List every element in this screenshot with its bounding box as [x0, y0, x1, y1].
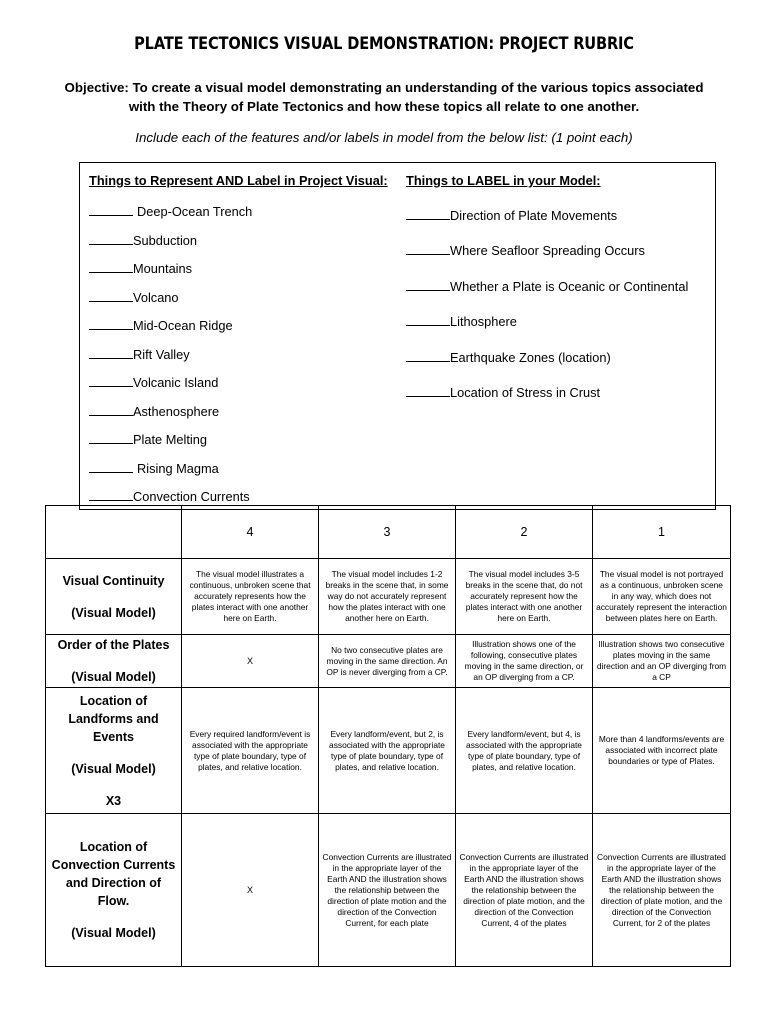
criterion-cell: [46, 688, 182, 814]
score-blank[interactable]: [89, 289, 133, 302]
score-blank[interactable]: [89, 403, 133, 416]
rubric-cell: Convection Currents are illustrated in the appropriate layer of the Earth AND the illustration shows the relationship between the direction of plate motion, and the direction of the Convection Current, for 2 of the plates: [593, 814, 731, 967]
score-header-2: 2: [456, 506, 593, 559]
criterion-title: Order of the Plates: [57, 638, 170, 652]
instruction-text: Include each of the features and/or labels in model from the below list: (1 point each): [135, 130, 633, 145]
score-blank[interactable]: [406, 278, 450, 291]
criterion-cell: [46, 814, 182, 967]
rubric-cell: Illustration shows one of the following, consecutive plates moving in the same direction, or an OP diverging from a CP.: [456, 635, 593, 688]
objective-text: Objective: To create a visual model demonstrating an understanding of the various topics associated with the Theory of Plate Tectonics and how these topics all relate to one another.: [64, 80, 704, 114]
score-blank[interactable]: [89, 431, 133, 444]
rubric-cell: The visual model includes 3-5 breaks in the scene that, do not accurately represent how the plates interact with one another here on Earth.: [456, 559, 593, 635]
score-header-3: 3: [319, 506, 456, 559]
score-blank[interactable]: [406, 384, 450, 397]
checklist-item: Asthenosphere: [89, 403, 219, 419]
rubric-cell: Every landform/event, but 4, is associated with the appropriate type of plate boundary, type of plates, and relative location.: [456, 688, 593, 814]
checklist-item: Lithosphere: [406, 313, 517, 329]
score-header-4: 4: [182, 506, 319, 559]
rubric-cell: X: [182, 814, 319, 967]
rubric-row-landforms: [46, 688, 731, 814]
rubric-cell: The visual model is not portrayed as a continuous, unbroken scene in any way, which does not accurately represent the interaction between plates here on Earth.: [593, 559, 731, 635]
rubric-row-order-of-plates: [46, 635, 731, 688]
criterion-title: Location of Convection Currents and Direction of Flow.: [51, 840, 176, 908]
rubric-cell: The visual model illustrates a continuous, unbroken scene that accurately represents how the plates interact with one another here on Earth.: [182, 559, 319, 635]
criterion-subtitle: (Visual Model): [71, 761, 156, 776]
criterion-title: Visual Continuity: [62, 573, 165, 588]
rubric-cell: No two consecutive plates are moving in the same direction. An OP is never diverging from a CP.: [319, 635, 456, 688]
checklist-item: Rift Valley: [89, 346, 190, 362]
criterion-cell: [46, 559, 182, 635]
rubric-cell: Illustration shows two consecutive plates moving in the same direction and an OP diverging from a CP: [593, 635, 731, 688]
checklist-item: Whether a Plate is Oceanic or Continental: [406, 278, 688, 294]
score-blank[interactable]: [89, 317, 133, 330]
score-blank[interactable]: [89, 203, 133, 216]
rubric-cell: More than 4 landforms/events are associated with incorrect plate boundaries or type of Plates.: [593, 688, 731, 814]
score-blank[interactable]: [406, 207, 450, 220]
criterion-subtitle: (Visual Model): [71, 926, 156, 940]
criterion-multiplier: X3: [105, 793, 122, 808]
checklist-item: Location of Stress in Crust: [406, 384, 600, 400]
score-header-row: [46, 506, 731, 559]
page-title: PLATE TECTONICS VISUAL DEMONSTRATION: PROJECT RUBRIC: [134, 34, 634, 54]
checklist-item: Rising Magma: [89, 460, 219, 476]
checklist-item: Mountains: [89, 260, 192, 276]
rubric-table: [45, 505, 731, 967]
score-blank[interactable]: [89, 232, 133, 245]
checklist-item: Volcano: [89, 289, 179, 305]
rubric-row-convection: [46, 814, 731, 967]
criterion-subtitle: (Visual Model): [71, 670, 156, 684]
header-blank-cell: [46, 506, 182, 559]
rubric-cell: Every required landform/event is associated with the appropriate type of plate boundary, type of plates, and relative location.: [182, 688, 319, 814]
represent-and-label-column: [89, 173, 388, 504]
criterion-title: Location of Landforms and Events: [68, 693, 159, 744]
label-only-column: [406, 173, 689, 400]
checklist-item: Direction of Plate Movements: [406, 207, 617, 223]
rubric-cell: Convection Currents are illustrated in the appropriate layer of the Earth AND the illustration shows the relationship between the direction of plate motion, and the direction of the Convection Current, 4 of the plates: [456, 814, 593, 967]
features-checklist-box: [79, 162, 716, 510]
score-blank[interactable]: [89, 260, 133, 273]
score-blank[interactable]: [406, 313, 450, 326]
rubric-cell: Every landform/event, but 2, is associated with the appropriate type of plate boundary, type of plates, and relative location.: [319, 688, 456, 814]
score-header-1: 1: [593, 506, 731, 559]
checklist-item: Earthquake Zones (location): [406, 349, 611, 365]
represent-and-label-heading: Things to Represent AND Label in Project Visual:: [89, 173, 388, 188]
checklist-item: Where Seafloor Spreading Occurs: [406, 242, 645, 258]
checklist-item: Plate Melting: [89, 431, 207, 447]
score-blank[interactable]: [89, 460, 133, 473]
score-blank[interactable]: [89, 346, 133, 359]
score-blank[interactable]: [406, 349, 450, 362]
score-blank[interactable]: [89, 374, 133, 387]
rubric-cell: The visual model includes 1-2 breaks in the scene that, in some way do not accurately represent how the plates interact with one another here on Earth.: [319, 559, 456, 635]
checklist-item: Mid-Ocean Ridge: [89, 317, 233, 333]
checklist-item: Convection Currents: [89, 488, 250, 504]
rubric-row-visual-continuity: [46, 559, 731, 635]
checklist-item: Deep-Ocean Trench: [89, 203, 252, 219]
score-blank[interactable]: [406, 242, 450, 255]
checklist-item: Volcanic Island: [89, 374, 218, 390]
rubric-cell: X: [182, 635, 319, 688]
score-blank[interactable]: [89, 488, 133, 501]
label-only-heading: Things to LABEL in your Model:: [406, 173, 601, 188]
criterion-subtitle: (Visual Model): [71, 605, 156, 620]
criterion-cell: [46, 635, 182, 688]
rubric-cell: Convection Currents are illustrated in the appropriate layer of the Earth AND the illustration shows the relationship between the direction of plate motion and the direction of the Convection Current, for each plate: [319, 814, 456, 967]
checklist-item: Subduction: [89, 232, 197, 248]
